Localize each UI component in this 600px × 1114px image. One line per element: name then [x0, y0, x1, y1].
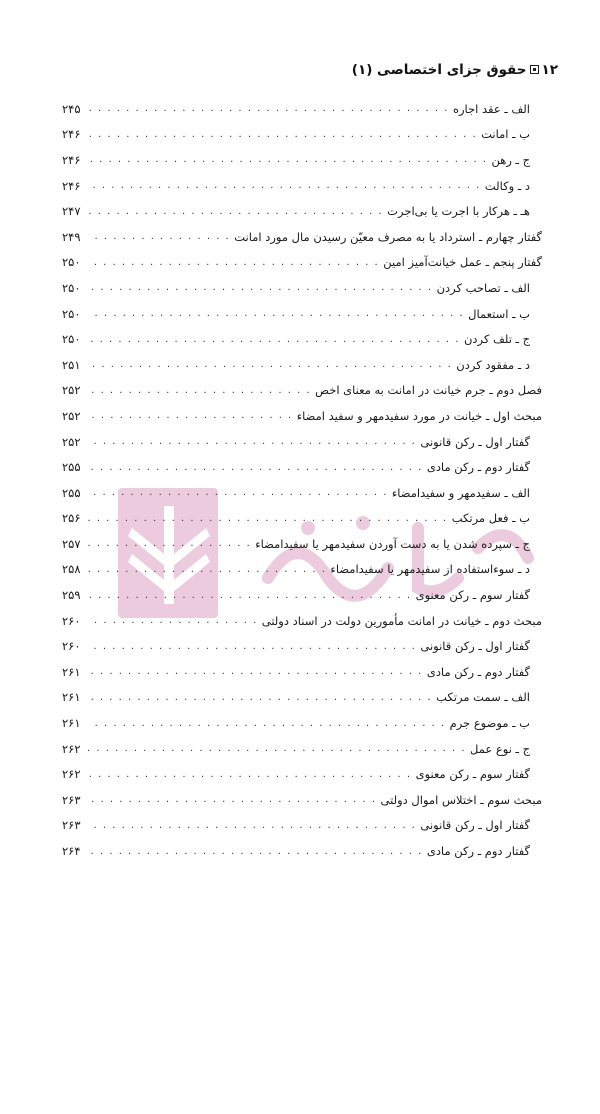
table-of-contents [62, 96, 542, 864]
toc-entry [62, 250, 542, 276]
toc-entry-page-number: ۲۵۰ [62, 280, 81, 295]
toc-entry-page-number: ۲۶۲ [62, 767, 81, 782]
toc-entry [62, 147, 542, 173]
toc-entry [62, 352, 542, 378]
dot-leader [88, 615, 258, 626]
toc-entry-title: ب ـ موضوع جرم [449, 716, 530, 731]
page-header [60, 62, 558, 86]
dot-leader [88, 231, 230, 242]
toc-entry-page-number: ۲۶۰ [62, 613, 81, 628]
toc-entry-title: هـ ـ هرکار با اجرت یا بی‌اجرت [387, 204, 530, 219]
toc-entry-page-number: ۲۴۶ [62, 127, 81, 142]
toc-entry-page-number: ۲۵۶ [62, 511, 81, 526]
dot-leader [88, 513, 448, 524]
dot-leader [88, 718, 446, 729]
toc-entry [62, 710, 542, 736]
toc-entry-page-number: ۲۵۲ [62, 383, 81, 398]
dot-leader [88, 334, 460, 345]
toc-entry-page-number: ۲۵۷ [62, 536, 81, 551]
toc-entry-page-number: ۲۶۲ [62, 741, 81, 756]
toc-entry [62, 608, 542, 634]
toc-entry [62, 378, 542, 404]
toc-entry-page-number: ۲۶۱ [62, 690, 81, 705]
toc-entry-page-number: ۲۵۰ [62, 306, 81, 321]
toc-entry [62, 557, 542, 583]
toc-entry [62, 659, 542, 685]
toc-entry-title: گفتار اول ـ رکن قانونی [420, 639, 530, 654]
toc-entry-page-number: ۲۶۱ [62, 664, 81, 679]
toc-entry-page-number: ۲۵۰ [62, 332, 81, 347]
dot-leader [88, 462, 423, 473]
dot-leader [88, 282, 433, 293]
dot-leader [88, 410, 293, 421]
toc-entry-title: ج ـ نوع عمل [470, 741, 530, 756]
toc-entry [62, 761, 542, 787]
toc-entry-page-number: ۲۶۳ [62, 792, 81, 807]
page-number: ۱۲ [541, 62, 558, 78]
toc-entry-page-number: ۲۵۲ [62, 408, 81, 423]
toc-entry [62, 787, 542, 813]
toc-entry-page-number: ۲۴۶ [62, 178, 81, 193]
toc-entry-title: گفتار سوم ـ رکن معنوی [415, 588, 530, 603]
toc-entry-page-number: ۲۵۲ [62, 434, 81, 449]
toc-entry-title: د ـ سوءاستفاده از سفیدمهر یا سفیدامضاء [330, 562, 530, 577]
toc-entry-title: ب ـ فعل مرتکب [451, 511, 530, 526]
toc-entry-page-number: ۲۶۳ [62, 818, 81, 833]
toc-entry [62, 736, 542, 762]
dot-leader [88, 769, 412, 780]
toc-entry [62, 838, 542, 864]
toc-entry-page-number: ۲۶۱ [62, 716, 81, 731]
dot-leader [88, 590, 412, 601]
toc-entry-title: مبحث سوم ـ اختلاس اموال دولتی [380, 792, 542, 807]
toc-entry-title: الف ـ تصاحب کردن [436, 280, 530, 295]
toc-entry [62, 480, 542, 506]
square-bullet-icon [530, 65, 539, 74]
toc-entry-page-number: ۲۴۵ [62, 101, 81, 116]
toc-entry-title: مبحث اول ـ خیانت در مورد سفیدمهر و سفید امضاء [296, 408, 542, 423]
toc-entry-title: ج ـ تلف کردن [463, 332, 530, 347]
toc-entry [62, 685, 542, 711]
dot-leader [88, 129, 477, 140]
toc-entry-title: الف ـ عقد اجاره [452, 101, 530, 116]
toc-entry-page-number: ۲۴۹ [62, 229, 81, 244]
toc-entry-title: گفتار پنجم ـ عمل خیانت‌آمیز امین [383, 255, 542, 270]
toc-entry-title: ب ـ استعمال [468, 306, 530, 321]
dot-leader [88, 436, 416, 447]
dot-leader [88, 308, 464, 319]
toc-entry-page-number: ۲۶۴ [62, 844, 81, 859]
dot-leader [88, 206, 383, 217]
dot-leader [88, 641, 416, 652]
toc-entry [62, 506, 542, 532]
toc-entry [62, 122, 542, 148]
toc-entry-page-number: ۲۵۸ [62, 562, 81, 577]
toc-entry [62, 173, 542, 199]
toc-entry-title: مبحث دوم ـ خیانت در امانت مأمورین دولت در اسناد دولتی [261, 613, 542, 628]
toc-entry [62, 454, 542, 480]
toc-entry [62, 531, 542, 557]
toc-entry [62, 633, 542, 659]
dot-leader [88, 103, 449, 114]
toc-entry-title: الف ـ سفیدمهر و سفیدامضاء [391, 485, 530, 500]
toc-entry-title: گفتار اول ـ رکن قانونی [420, 818, 530, 833]
dot-leader [88, 538, 251, 549]
toc-entry-title: گفتار دوم ـ رکن مادی [426, 844, 530, 859]
dot-leader [88, 487, 388, 498]
dot-leader [88, 820, 416, 831]
toc-entry [62, 96, 542, 122]
toc-entry-page-number: ۲۵۵ [62, 460, 81, 475]
dot-leader [88, 359, 452, 370]
toc-entry-title: گفتار دوم ـ رکن مادی [426, 664, 530, 679]
toc-entry [62, 582, 542, 608]
dot-leader [88, 666, 423, 677]
toc-entry-title: فصل دوم ـ جرم خیانت در امانت به معنای اخص [315, 383, 542, 398]
toc-entry-title: گفتار دوم ـ رکن مادی [426, 460, 530, 475]
dot-leader [88, 692, 432, 703]
toc-entry [62, 813, 542, 839]
toc-entry [62, 198, 542, 224]
toc-entry-title: گفتار چهارم ـ استرداد یا به مصرف معیّن رسیدن مال مورد امانت [234, 229, 542, 244]
dot-leader [88, 154, 488, 165]
book-title: حقوق جزای اختصاصی (۱) [351, 62, 527, 78]
toc-entry-title: گفتار اول ـ رکن قانونی [420, 434, 530, 449]
toc-entry [62, 429, 542, 455]
toc-entry [62, 275, 542, 301]
toc-entry-page-number: ۲۵۱ [62, 357, 81, 372]
toc-entry-page-number: ۲۴۶ [62, 152, 81, 167]
toc-entry [62, 403, 542, 429]
toc-entry [62, 224, 542, 250]
toc-entry-page-number: ۲۶۰ [62, 639, 81, 654]
toc-entry-title: د ـ مفقود کردن [456, 357, 530, 372]
toc-entry-title: گفتار سوم ـ رکن معنوی [415, 767, 530, 782]
toc-entry-title: ج ـ سپرده شدن یا به دست آوردن سفیدمهر یا سفیدامضاء [255, 536, 530, 551]
toc-entry-page-number: ۲۵۹ [62, 588, 81, 603]
toc-entry-title: ج ـ رهن [491, 152, 530, 167]
toc-entry-title: الف ـ سمت مرتکب [436, 690, 530, 705]
toc-entry-page-number: ۲۵۵ [62, 485, 81, 500]
toc-entry-page-number: ۲۴۷ [62, 204, 81, 219]
dot-leader [88, 846, 423, 857]
toc-entry [62, 301, 542, 327]
dot-leader [88, 794, 377, 805]
dot-leader [88, 385, 311, 396]
dot-leader [88, 564, 326, 575]
toc-entry-page-number: ۲۵۰ [62, 255, 81, 270]
dot-leader [88, 180, 481, 191]
dot-leader [88, 743, 466, 754]
toc-entry-title: ب ـ امانت [481, 127, 530, 142]
toc-entry [62, 326, 542, 352]
dot-leader [88, 257, 379, 268]
toc-entry-title: د ـ وکالت [484, 178, 530, 193]
